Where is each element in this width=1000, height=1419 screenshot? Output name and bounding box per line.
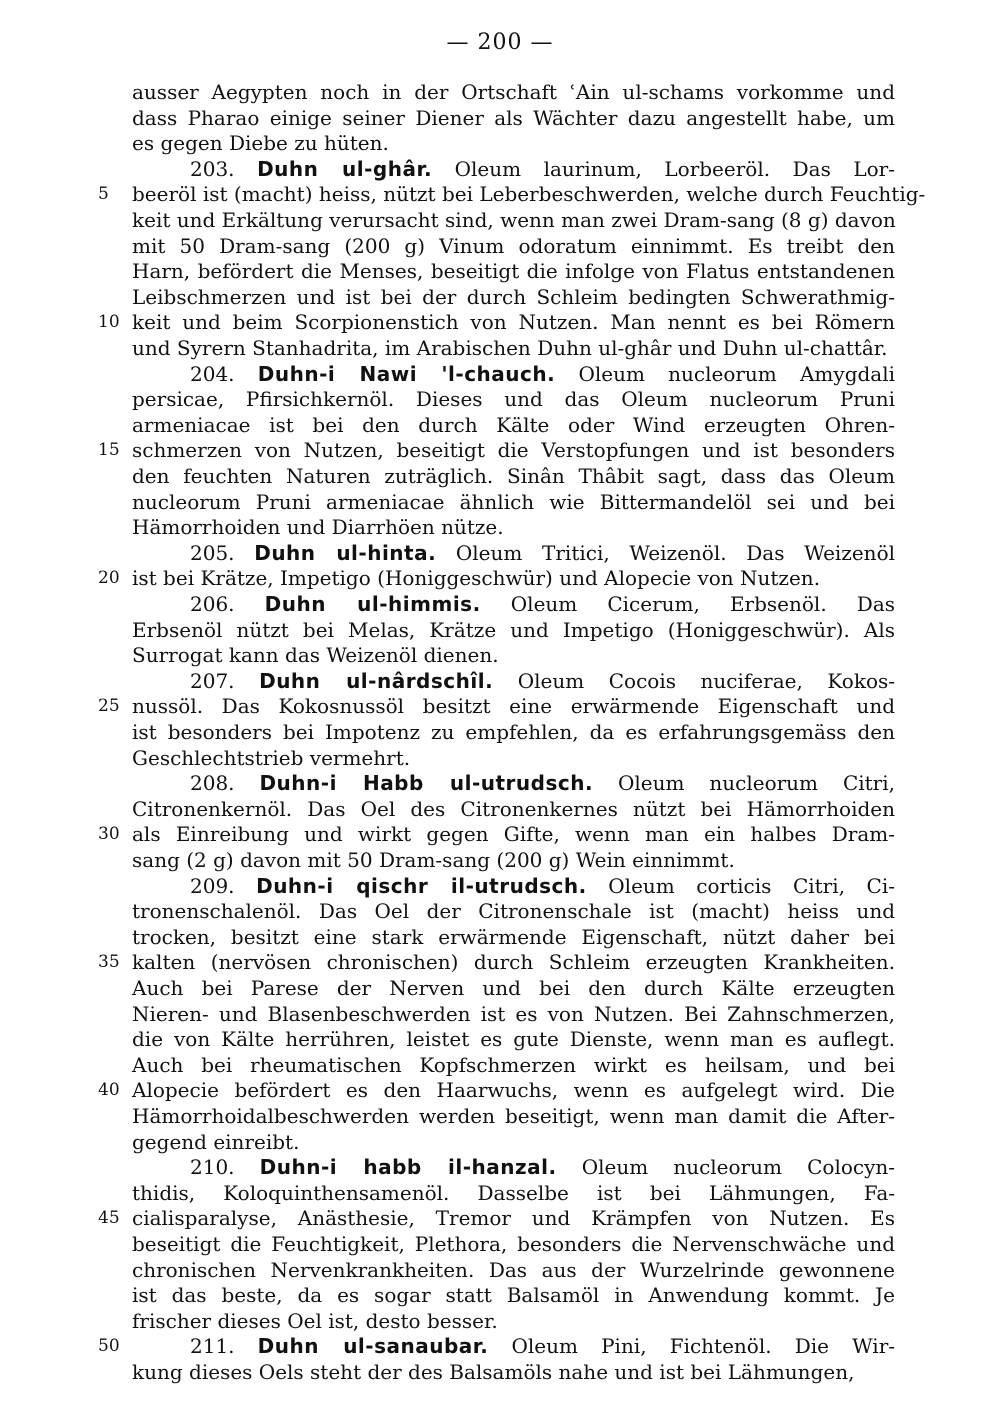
text-line: Nieren- und Blasenbeschwerden ist es von Nutzen. Bei Zahnschmerzen, [132,1001,895,1026]
entry-number: 206. [190,592,265,616]
line-number: 45 [98,1208,120,1229]
text-line: chronischen Nervenkrankheiten. Das aus der Wurzelrinde gewonnene [132,1257,895,1282]
entry-text: Oleum nucleorum Amygdali [555,361,896,386]
text-line: ist bei Krätze, Impetigo (Honiggeschwür) und Alopecie von Nutzen. [132,566,821,591]
text-line: schmerzen von Nutzen, beseitigt die Verstopfungen und ist besonders [132,438,895,463]
text-line: Hämorrhoidalbeschwerden werden beseitigt, wenn man damit die After- [132,1104,895,1128]
text-line: cialisparalyse, Anästhesie, Tremor und Krämpfen von Nutzen. Es [132,1206,895,1231]
text-line: Surrogat kann das Weizenöl dienen. [132,643,499,668]
text-line: gegend einreibt. [132,1129,300,1154]
text-line [132,771,895,795]
text-line: Erbsenöl nützt bei Melas, Krätze und Impetigo (Honiggeschwür). Als [132,617,895,642]
text-line: als Einreibung und wirkt gegen Gifte, wenn man ein halbes Dram- [132,822,895,847]
entry-headword: Duhn-i qischr il-utrudsch. [256,873,587,898]
text-line: thidis, Koloquinthensamenöl. Dasselbe ist bei Lähmungen, Fa- [132,1180,895,1205]
line-number: 30 [98,824,120,845]
text-line: kalten (nervösen chronischen) durch Schleim erzeugten Krankheiten. [132,950,895,975]
text-line [132,669,895,693]
text-line: armeniacae ist bei den durch Kälte oder Wind erzeugten Ohren- [132,412,895,437]
line-number: 20 [98,568,120,589]
text-line [132,541,895,565]
text-line: beseitigt die Feuchtigkeit, Plethora, besonders die Nervenschwäche und [132,1232,895,1256]
line-number: 15 [98,440,120,461]
entry-headword: Duhn ul-nârdschîl. [259,668,494,693]
entry-number: 209. [190,873,257,898]
text-line: Citronenkernöl. Das Oel des Citronenkernes nützt bei Hämorrhoiden [132,796,895,821]
line-number: 40 [98,1080,120,1101]
entry-number: 205. [190,540,255,565]
text-line: die von Kälte herrühren, leistet es gute Dienste, wenn man es auflegt. [132,1027,895,1052]
entry-headword: Duhn ul-ghâr. [257,156,433,181]
line-number: 35 [98,952,120,973]
entry-headword: Duhn ul-hinta. [254,540,437,565]
page-number: — 200 — [446,30,554,55]
text-line: dass Pharao einige seiner Diener als Wächter dazu angestellt habe, um [132,105,895,130]
text-line: nucleorum Pruni armeniacae ähnlich wie Bittermandelöl sei und bei [132,489,895,514]
entry-number: 208. [190,771,260,796]
text-line: Auch bei Parese der Nerven und bei den durch Kälte erzeugten [132,976,895,1000]
entry-number: 211. [190,1334,258,1359]
text-line: Geschlechtstrieb vermehrt. [132,745,411,770]
entry-headword: Duhn ul-sanaubar. [257,1334,489,1359]
entry-text: Oleum nucleorum Colocyn- [556,1155,896,1180]
entry-text: Oleum Cicerum, Erbsenöl. Das [480,592,896,616]
text-line: ausser Aegypten noch in der Ortschaft ʿAin ul-schams vorkomme und [132,80,895,104]
entry-number: 210. [190,1155,260,1180]
text-line: ist das beste, da es sogar statt Balsamöl in Anwendung kommt. Je [132,1283,895,1308]
text-line: trocken, besitzt eine stark erwärmende Eigenschaft, nützt daher bei [132,924,895,949]
text-line: und Syrern Stanhadrita, im Arabischen Duhn ul-ghâr und Duhn ul-chattâr. [132,336,888,360]
entry-text: Oleum Cocois nuciferae, Kokos- [493,668,896,693]
entry-text: Oleum nucleorum Citri, [593,771,895,796]
entry-headword: Duhn-i Nawi 'l-chauch. [257,361,556,386]
text-line: kung dieses Oels steht der des Balsamöls nahe und ist bei Lähmungen, [132,1360,855,1384]
text-line: sang (2 g) davon mit 50 Dram-sang (200 g) Wein einnimmt. [132,848,735,872]
text-line: Alopecie befördert es den Haarwuchs, wenn es aufgelegt wird. Die [132,1078,895,1103]
entry-number: 204. [190,361,258,386]
line-number: 10 [98,312,120,333]
text-line: den feuchten Naturen zuträglich. Sinân Thâbit sagt, dass das Oleum [132,464,895,488]
text-line: beeröl ist (macht) heiss, nützt bei Leberbeschwerden, welche durch Feuchtig- [132,182,926,207]
entry-headword: Duhn ul-himmis. [264,592,481,616]
entry-text: Oleum laurinum, Lorbeeröl. Das Lor- [432,156,895,181]
line-number: 50 [98,1336,120,1357]
text-line: Leibschmerzen und ist bei der durch Schleim bedingten Schwerathmig- [132,284,895,309]
text-line: nussöl. Das Kokosnussöl besitzt eine erwärmende Eigenschaft und [132,694,895,719]
text-line: Hämorrhoiden und Diarrhöen nütze. [132,515,504,540]
text-line [132,1155,895,1179]
line-number: 25 [98,696,120,717]
entry-text: Oleum corticis Citri, Ci- [586,873,896,898]
text-line: keit und Erkältung verursacht sind, wenn man zwei Dram-sang (8 g) davon [132,208,896,232]
entry-headword: Duhn-i habb il-hanzal. [259,1155,557,1180]
text-line: tronenschalenöl. Das Oel der Citronenschale ist (macht) heiss und [132,899,895,924]
text-line: mit 50 Dram-sang (200 g) Vinum odoratum einnimmt. Es treibt den [132,233,895,258]
text-line: es gegen Diebe zu hüten. [132,131,389,156]
entry-number: 203. [190,156,258,181]
text-line [132,874,895,898]
text-line [132,592,895,616]
entry-number: 207. [190,668,260,693]
text-line: ist besonders bei Impotenz zu empfehlen, da es erfahrungsgemäss den [132,720,895,744]
text-line [132,362,895,386]
entry-headword: Duhn-i Habb ul-utrudsch. [259,771,594,796]
text-line: keit und beim Scorpionenstich von Nutzen. Man nennt es bei Römern [132,310,895,335]
text-line: persicae, Pfirsichkernöl. Dieses und das Oleum nucleorum Pruni [132,387,895,412]
text-line: Harn, befördert die Menses, beseitigt die infolge von Flatus entstandenen [132,259,895,284]
entry-text: Oleum Tritici, Weizenöl. Das Weizenöl [436,540,896,565]
text-line [132,1334,895,1358]
text-line [132,157,895,181]
text-line: Auch bei rheumatischen Kopfschmerzen wirkt es heilsam, und bei [132,1052,895,1077]
entry-text: Oleum Pini, Fichtenöl. Die Wir- [488,1334,896,1359]
line-number: 5 [98,184,109,205]
text-line: frischer dieses Oel ist, desto besser. [132,1308,498,1333]
